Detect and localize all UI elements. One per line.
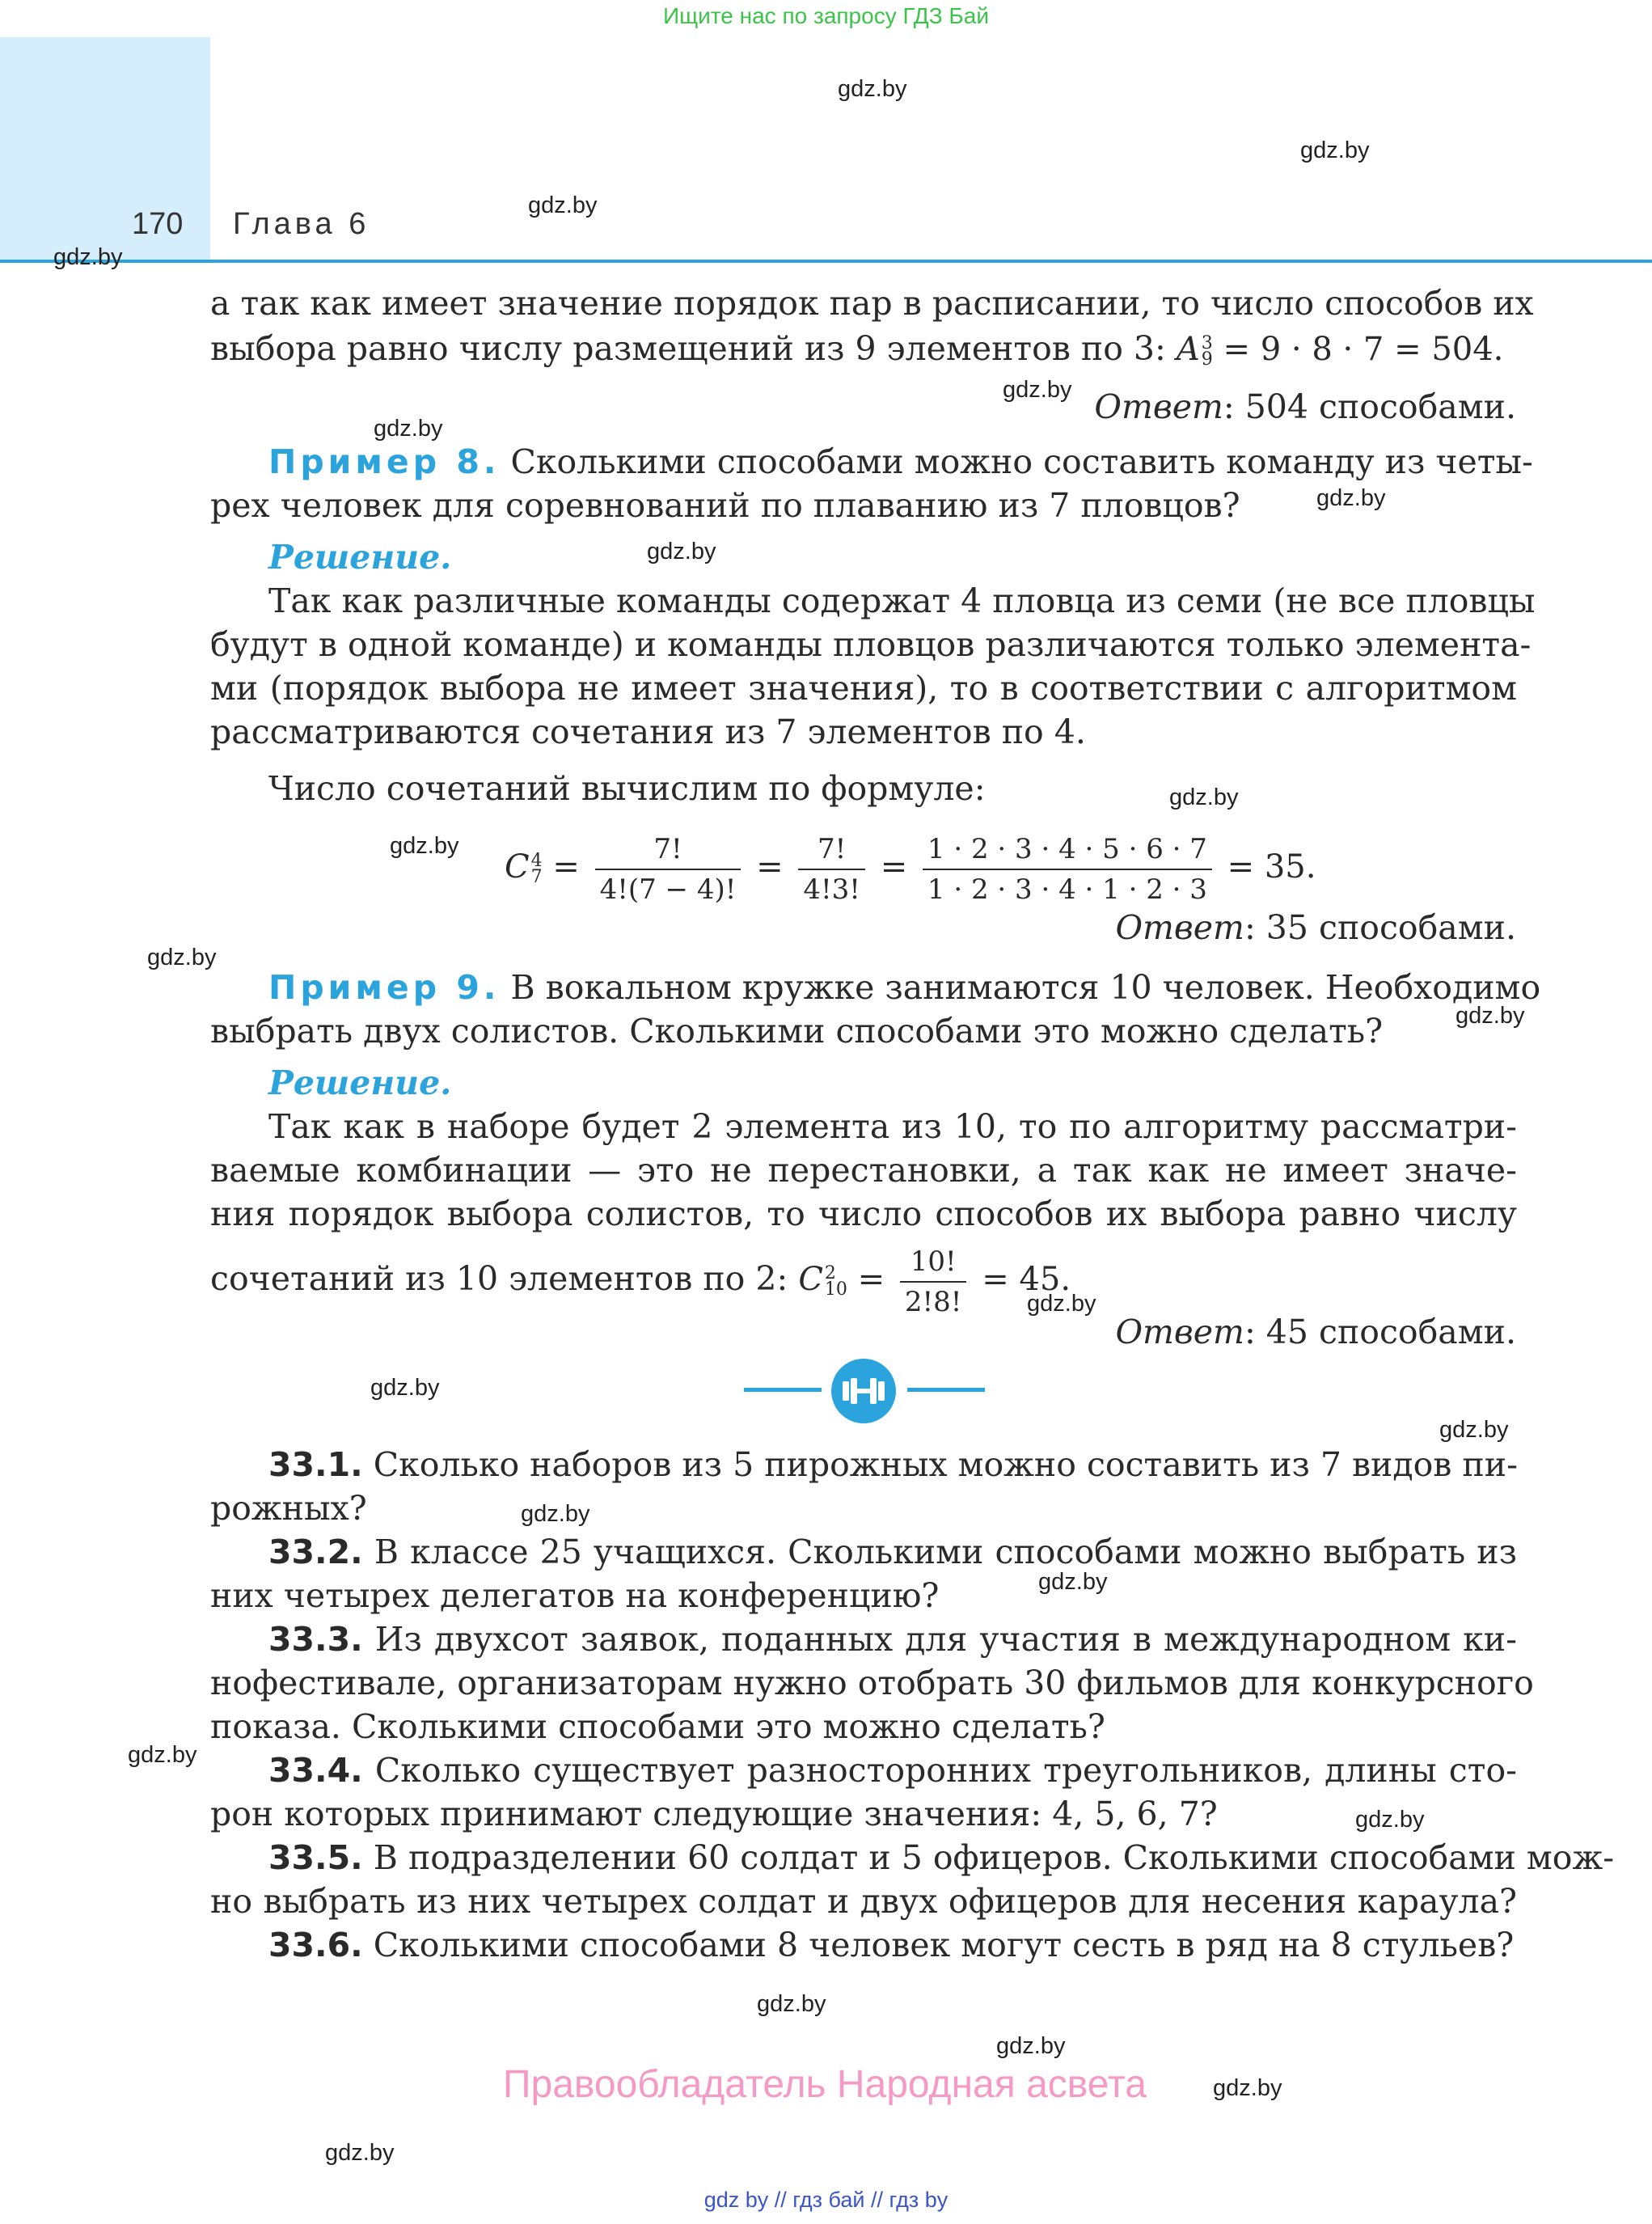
text-line: Так как в наборе будет 2 элемента из 10, то по алгоритму рассматри- — [268, 1107, 1517, 1146]
formula-eq: = — [756, 848, 784, 886]
text-line: ваемые комбинации — это не перестановки, а так как не имеет значе- — [210, 1151, 1517, 1190]
text-line: рожных? — [210, 1489, 367, 1528]
answer-text: : 35 способами. — [1244, 908, 1516, 947]
answer-line — [1115, 1310, 1516, 1354]
fraction-numerator: 10! — [900, 1245, 967, 1283]
exercise-number: 33.3. — [268, 1620, 363, 1659]
text-line: будут в одной команде) и команды пловцов различаются только элемента- — [210, 625, 1532, 664]
watermark: gdz.by — [528, 192, 598, 218]
watermark: gdz.by — [1355, 1807, 1425, 1833]
text-fragment: Из двухсот заявок, поданных для участия в международном ки- — [374, 1620, 1517, 1659]
watermark: gdz.by — [53, 244, 123, 270]
fraction-denominator: 4!3! — [803, 873, 860, 906]
answer-label: Ответ — [1115, 908, 1244, 947]
formula-indices — [824, 1263, 847, 1300]
formula-eq: = — [880, 848, 908, 886]
text-line: Число сочетаний вычислим по формуле: — [268, 769, 986, 808]
answer-label: Ответ — [1115, 1313, 1244, 1351]
watermark: gdz.by — [147, 945, 217, 970]
formula-indices — [531, 853, 543, 886]
divider-line-right — [907, 1388, 985, 1392]
page-number: 170 — [132, 207, 184, 241]
watermark: gdz.by — [1316, 485, 1386, 511]
watermark: gdz.by — [1169, 784, 1239, 810]
answer-label: Ответ — [1094, 387, 1223, 426]
example-9-label: Пример 9. — [268, 968, 501, 1007]
watermark: gdz.by — [647, 539, 716, 564]
fraction-denominator: 1 · 2 · 3 · 4 · 1 · 2 · 3 — [927, 873, 1207, 906]
text-fragment: выбора равно числу размещений из 9 элементов по 3: — [210, 329, 1166, 368]
text-line: а так как имеет значение порядок пар в расписании, то число способов их — [210, 284, 1534, 323]
formula-sup: 3 — [1201, 333, 1213, 353]
formula-sub: 7 — [530, 867, 543, 887]
watermark: gdz.by — [1038, 1569, 1108, 1595]
watermark: gdz.by — [370, 1375, 440, 1401]
text-line: рех человек для соревнований по плаванию из 7 пловцов? — [210, 486, 1240, 525]
text-fragment: Сколько существует разносторонних треугольников, длины сто- — [374, 1751, 1517, 1790]
exercise-number: 33.6. — [268, 1926, 363, 1964]
answer-text: : 504 способами. — [1223, 387, 1516, 426]
text-line: Так как различные команды содержат 4 пловца из семи (не все пловцы — [268, 581, 1536, 620]
text-line — [210, 1245, 1071, 1318]
dumbbell-icon — [831, 1359, 896, 1423]
combination-formula — [505, 833, 1316, 906]
exercise-line — [268, 1617, 1517, 1661]
formula-sub: 10 — [824, 1279, 847, 1300]
text-line: показа. Сколькими способами это можно сделать? — [210, 1707, 1105, 1746]
formula-result: = 45. — [982, 1261, 1071, 1298]
fraction — [923, 833, 1212, 906]
exercise-line — [268, 1923, 1514, 1967]
chapter-title: Глава 6 — [233, 207, 370, 241]
exercise-line — [268, 1443, 1517, 1486]
fraction — [900, 1245, 967, 1318]
text-line: выбрать двух солистов. Сколькими способами это можно сделать? — [210, 1012, 1384, 1051]
copyright-credit: Правообладатель Народная асвета — [503, 2063, 1147, 2106]
watermark: gdz.by — [390, 833, 459, 859]
exercise-number: 33.4. — [268, 1751, 363, 1790]
formula-symbol: C — [505, 848, 530, 886]
exercise-line — [268, 1836, 1615, 1879]
answer-line — [1115, 906, 1516, 949]
text-line: рассматриваются сочетания из 7 элементов по 4. — [210, 712, 1086, 751]
text-fragment: Сколько наборов из 5 пирожных можно составить из 7 видов пи- — [373, 1445, 1518, 1484]
formula-indices — [1201, 333, 1213, 370]
text-line: ния порядок выбора солистов, то число способов их выбора равно числу — [210, 1194, 1517, 1233]
fraction-numerator: 1 · 2 · 3 · 4 · 5 · 6 · 7 — [923, 833, 1212, 870]
watermark: gdz.by — [521, 1501, 590, 1527]
watermark: gdz.by — [996, 2033, 1066, 2059]
answer-line — [1094, 385, 1516, 429]
text-fragment: Сколькими способами 8 человек могут сесть в ряд на 8 стульев? — [373, 1926, 1515, 1964]
formula-sub: 9 — [1201, 349, 1213, 370]
fraction-numerator: 7! — [798, 833, 865, 870]
text-fragment: Сколькими способами можно составить команду из четы- — [510, 442, 1533, 481]
text-line: нофестивале, организаторам нужно отобрать 30 фильмов для конкурсного — [210, 1664, 1534, 1702]
formula-eq: = — [552, 848, 580, 886]
text-fragment: В вокальном кружке занимаются 10 человек. Необходимо — [510, 968, 1541, 1007]
header-rule — [0, 260, 1652, 263]
text-line: рон которых принимают следующие значения: 4, 5, 6, 7? — [210, 1795, 1218, 1833]
watermark: gdz.by — [128, 1742, 197, 1768]
exercise-number: 33.5. — [268, 1838, 363, 1877]
text-fragment: В подразделении 60 солдат и 5 офицеров. Сколькими способами мож- — [373, 1838, 1615, 1877]
exercise-line — [268, 1748, 1517, 1792]
formula-symbol: C — [798, 1261, 823, 1298]
example-8-line — [268, 440, 1533, 484]
watermark: gdz.by — [374, 416, 443, 442]
divider-line-left — [744, 1388, 822, 1392]
example-9-line — [268, 966, 1541, 1009]
watermark: gdz.by — [1456, 1003, 1525, 1029]
solution-label: Решение. — [268, 538, 452, 577]
formula-expression: = 9 · 8 · 7 = 504. — [1223, 331, 1504, 368]
fraction-denominator: 4!(7 − 4)! — [599, 873, 737, 906]
watermark: gdz.by — [1027, 1291, 1096, 1317]
fraction — [798, 833, 865, 906]
watermark: gdz.by — [1003, 377, 1072, 403]
fraction-numerator: 7! — [595, 833, 741, 870]
watermark: gdz.by — [1213, 2075, 1282, 2101]
watermark: gdz.by — [325, 2140, 395, 2166]
text-fragment: сочетаний из 10 элементов по 2: — [210, 1259, 788, 1298]
text-line: ми (порядок выбора не имеет значения), то в соответствии с алгоритмом — [210, 669, 1517, 708]
arrangement-formula — [1177, 331, 1503, 368]
answer-text: : 45 способами. — [1244, 1313, 1516, 1351]
watermark: gdz.by — [757, 1991, 826, 2017]
example-8-label: Пример 8. — [268, 442, 501, 481]
watermark: gdz.by — [1300, 137, 1370, 163]
exercise-number: 33.2. — [268, 1533, 363, 1571]
formula-symbol: A — [1176, 331, 1200, 368]
exercise-line — [268, 1530, 1517, 1574]
watermark: gdz.by — [838, 76, 907, 102]
fraction-denominator: 2!8! — [904, 1286, 962, 1318]
text-line: но выбрать из них четырех солдат и двух офицеров для несения караула? — [210, 1882, 1517, 1921]
exercise-number: 33.1. — [268, 1445, 363, 1484]
solution-label: Решение. — [268, 1063, 452, 1102]
formula-eq: = — [857, 1261, 885, 1298]
text-line: них четырех делегатов на конференцию? — [210, 1576, 940, 1615]
formula-sup: 2 — [824, 1263, 836, 1283]
text-line — [210, 327, 1503, 371]
formula-result: = 35. — [1227, 848, 1316, 886]
fraction — [595, 833, 741, 906]
top-banner[interactable]: Ищите нас по запросу ГДЗ Бай — [662, 3, 990, 28]
bottom-links[interactable]: gdz by // гдз бай // гдз by — [703, 2188, 949, 2212]
text-fragment: В классе 25 учащихся. Сколькими способами можно выбрать из — [374, 1533, 1517, 1571]
watermark: gdz.by — [1439, 1417, 1509, 1443]
formula-sup: 4 — [530, 851, 543, 871]
